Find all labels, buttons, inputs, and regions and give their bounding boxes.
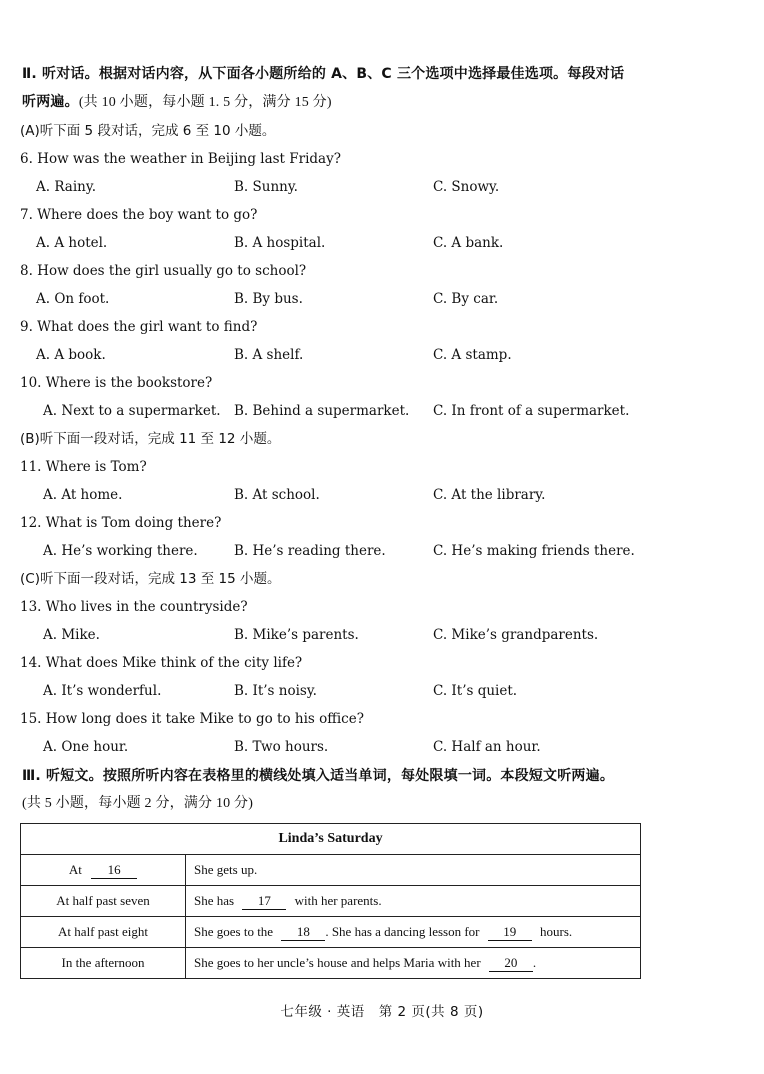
time-text: At <box>68 861 82 877</box>
lindas-saturday-table <box>20 823 641 979</box>
q15-option-c[interactable]: C. Half an hour. <box>433 739 541 755</box>
q14-option-a[interactable]: A. It’s wonderful. <box>43 683 162 699</box>
q10-option-a[interactable]: A. Next to a supermarket. <box>43 403 221 419</box>
q13-option-a[interactable]: A. Mike. <box>43 627 100 643</box>
question-8: 8. How does the girl usually go to school? <box>20 263 307 279</box>
description-cell <box>186 855 641 886</box>
question-14: 14. What does Mike think of the city life? <box>20 655 303 671</box>
q9-option-c[interactable]: C. A stamp. <box>433 347 512 363</box>
q14-option-b[interactable]: B. It’s noisy. <box>234 683 317 699</box>
question-7: 7. Where does the boy want to go? <box>20 207 258 223</box>
question-13: 13. Who lives in the countryside? <box>20 599 248 615</box>
table-title-row <box>21 824 641 855</box>
description-text: She has <box>194 892 235 908</box>
q12-option-b[interactable]: B. He’s reading there. <box>234 543 386 559</box>
time-cell <box>21 886 186 917</box>
table-row <box>21 886 641 917</box>
q11-option-c[interactable]: C. At the library. <box>433 487 546 503</box>
description-text: . She has a dancing lesson for <box>325 923 480 939</box>
section2-heading-line1: Ⅱ. 听对话。根据对话内容，从下面各小题所给的 A、B、C 三个选项中选择最佳选项。每段对话 <box>22 66 625 82</box>
table-title: Linda’s Saturday <box>21 824 641 855</box>
q6-option-a[interactable]: A. Rainy. <box>36 179 96 195</box>
description-text: She goes to her uncle’s house and helps Maria with her <box>194 954 481 970</box>
description-text: She gets up. <box>194 862 258 877</box>
blank-16[interactable]: 16 <box>91 862 137 879</box>
section2-heading <box>22 60 662 117</box>
section2-heading-line2b: (共 10 小题，每小题 1. 5 分，满分 15 分) <box>78 95 332 110</box>
q6-option-c[interactable]: C. Snowy. <box>433 179 500 195</box>
description-text: with her parents. <box>294 892 382 908</box>
time-cell <box>21 948 186 979</box>
part-b-instruction: (B)听下面一段对话，完成 11 至 12 小题。 <box>20 431 281 447</box>
time-text: At half past seven <box>56 893 150 908</box>
question-9: 9. What does the girl want to find? <box>20 319 258 335</box>
table-row <box>21 948 641 979</box>
time-text: In the afternoon <box>61 955 145 970</box>
blank-19[interactable]: 19 <box>488 924 532 941</box>
section3-heading-line1: Ⅲ. 听短文。按照所听内容在表格里的横线处填入适当单词，每处限填一词。本段短文听两遍。 <box>22 768 615 784</box>
q13-option-c[interactable]: C. Mike’s grandparents. <box>433 627 599 643</box>
q7-option-a[interactable]: A. A hotel. <box>36 235 108 251</box>
q13-option-b[interactable]: B. Mike’s parents. <box>234 627 359 643</box>
question-10: 10. Where is the bookstore? <box>20 375 213 391</box>
q15-option-b[interactable]: B. Two hours. <box>234 739 329 755</box>
q8-option-c[interactable]: C. By car. <box>433 291 499 307</box>
description-cell <box>186 948 641 979</box>
description-cell <box>186 886 641 917</box>
question-11: 11. Where is Tom? <box>20 459 147 475</box>
question-15: 15. How long does it take Mike to go to his office? <box>20 711 364 727</box>
q11-option-a[interactable]: A. At home. <box>43 487 123 503</box>
time-cell <box>21 855 186 886</box>
time-text: At half past eight <box>58 924 148 939</box>
part-c-instruction: (C)听下面一段对话，完成 13 至 15 小题。 <box>20 571 281 587</box>
page-footer: 七年级 · 英语 第 2 页(共 8 页) <box>280 1004 484 1020</box>
q8-option-a[interactable]: A. On foot. <box>36 291 110 307</box>
q11-option-b[interactable]: B. At school. <box>234 487 320 503</box>
q10-option-c[interactable]: C. In front of a supermarket. <box>433 403 630 419</box>
q7-option-c[interactable]: C. A bank. <box>433 235 504 251</box>
q7-option-b[interactable]: B. A hospital. <box>234 235 326 251</box>
blank-18[interactable]: 18 <box>281 924 325 941</box>
q6-option-b[interactable]: B. Sunny. <box>234 179 298 195</box>
q12-option-a[interactable]: A. He’s working there. <box>43 543 198 559</box>
description-cell <box>186 917 641 948</box>
q14-option-c[interactable]: C. It’s quiet. <box>433 683 518 699</box>
q9-option-a[interactable]: A. A book. <box>36 347 106 363</box>
question-6: 6. How was the weather in Beijing last Friday? <box>20 151 341 167</box>
q10-option-b[interactable]: B. Behind a supermarket. <box>234 403 410 419</box>
section2-heading-line2 <box>22 88 662 117</box>
part-a-instruction: (A)听下面 5 段对话，完成 6 至 10 小题。 <box>20 123 276 139</box>
blank-20[interactable]: 20 <box>489 955 533 972</box>
q8-option-b[interactable]: B. By bus. <box>234 291 303 307</box>
table-row <box>21 855 641 886</box>
q15-option-a[interactable]: A. One hour. <box>43 739 129 755</box>
q9-option-b[interactable]: B. A shelf. <box>234 347 304 363</box>
description-text: She goes to the <box>194 923 274 939</box>
q12-option-c[interactable]: C. He’s making friends there. <box>433 543 635 559</box>
section2-heading-line2a: 听两遍。 <box>22 94 79 110</box>
section3-heading-line2: (共 5 小题，每小题 2 分，满分 10 分) <box>22 796 254 811</box>
table-row <box>21 917 641 948</box>
description-text: hours. <box>540 923 573 939</box>
question-12: 12. What is Tom doing there? <box>20 515 222 531</box>
description-text: . <box>532 954 537 970</box>
section3-heading <box>22 762 722 818</box>
time-cell <box>21 917 186 948</box>
blank-17[interactable]: 17 <box>242 893 286 910</box>
